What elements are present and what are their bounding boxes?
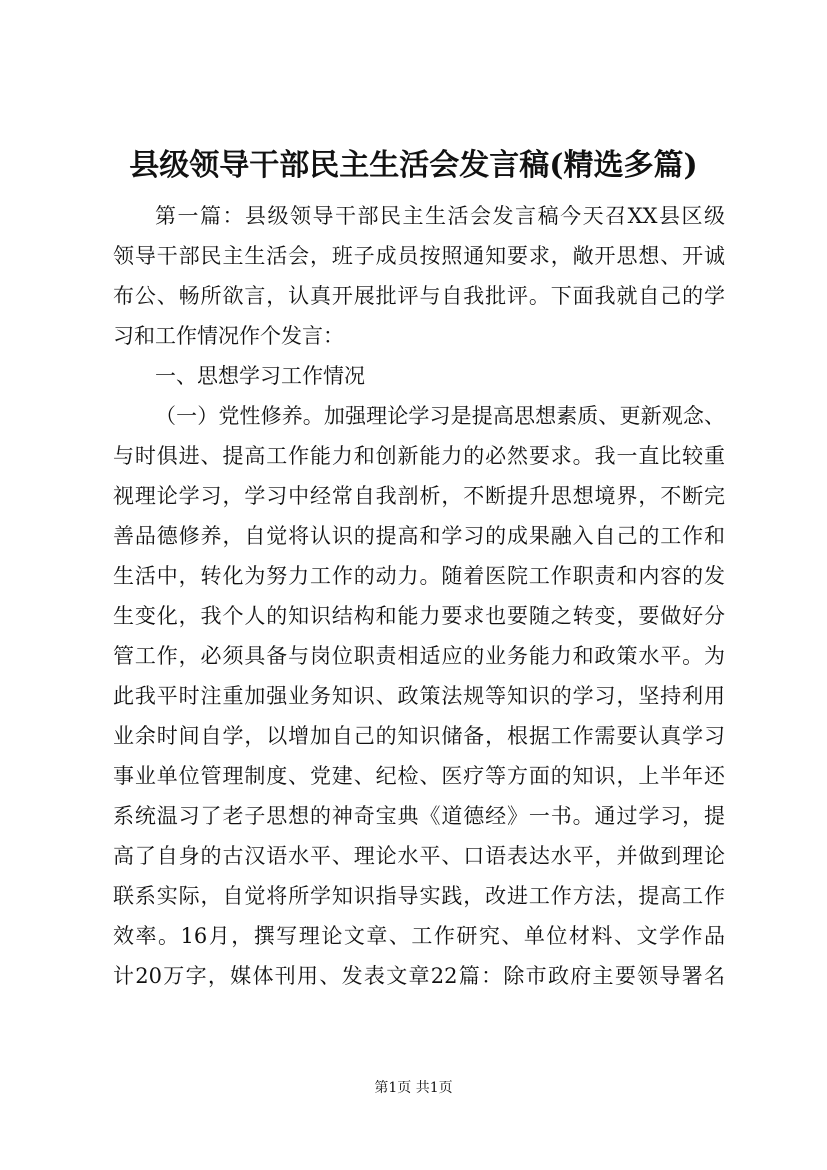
- body-line: 生活中，转化为努力工作的动力。随着医院工作职责和内容的发: [113, 564, 725, 588]
- body-line: （一）党性修养。加强理论学习是提高思想素质、更新观念、: [155, 404, 725, 428]
- body-line: 计20万字，媒体刊用、发表文章22篇：除市政府主要领导署名: [113, 964, 725, 988]
- body-line: 高了自身的古汉语水平、理论水平、口语表达水平，并做到理论: [113, 844, 725, 868]
- body-line: 此我平时注重加强业务知识、政策法规等知识的学习，坚持利用: [113, 684, 725, 708]
- body-line: 第一篇：县级领导干部民主生活会发言稿今天召XX县区级: [155, 204, 725, 228]
- body-line: 与时俱进、提高工作能力和创新能力的必然要求。我一直比较重: [113, 444, 725, 468]
- body-line: 业余时间自学，以增加自己的知识储备，根据工作需要认真学习: [113, 724, 725, 748]
- body-line: 生变化，我个人的知识结构和能力要求也要随之转变，要做好分: [113, 604, 725, 628]
- body-line: 管工作，必须具备与岗位职责相适应的业务能力和政策水平。为: [113, 644, 725, 668]
- section-heading: 一、思想学习工作情况: [155, 364, 365, 388]
- body-line: 布公、畅所欲言，认真开展批评与自我批评。下面我就自己的学: [113, 284, 725, 308]
- body-line: 视理论学习，学习中经常自我剖析，不断提升思想境界，不断完: [113, 484, 725, 508]
- document-body: [113, 196, 725, 996]
- page-footer: 第1页 共1页: [374, 1080, 453, 1096]
- body-line: 善品德修养，自觉将认识的提高和学习的成果融入自己的工作和: [113, 524, 725, 548]
- body-line: 习和工作情况作个发言：: [113, 324, 344, 348]
- body-line: 效率。16月，撰写理论文章、工作研究、单位材料、文学作品: [113, 924, 725, 948]
- body-line: 领导干部民主生活会，班子成员按照通知要求，敞开思想、开诚: [113, 244, 725, 268]
- body-line: 事业单位管理制度、党建、纪检、医疗等方面的知识，上半年还: [113, 764, 725, 788]
- body-line: 联系实际，自觉将所学知识指导实践，改进工作方法，提高工作: [113, 884, 725, 908]
- body-line: 系统温习了老子思想的神奇宝典《道德经》一书。通过学习，提: [113, 804, 725, 828]
- document-title: 县级领导干部民主生活会发言稿(精选多篇): [129, 148, 698, 183]
